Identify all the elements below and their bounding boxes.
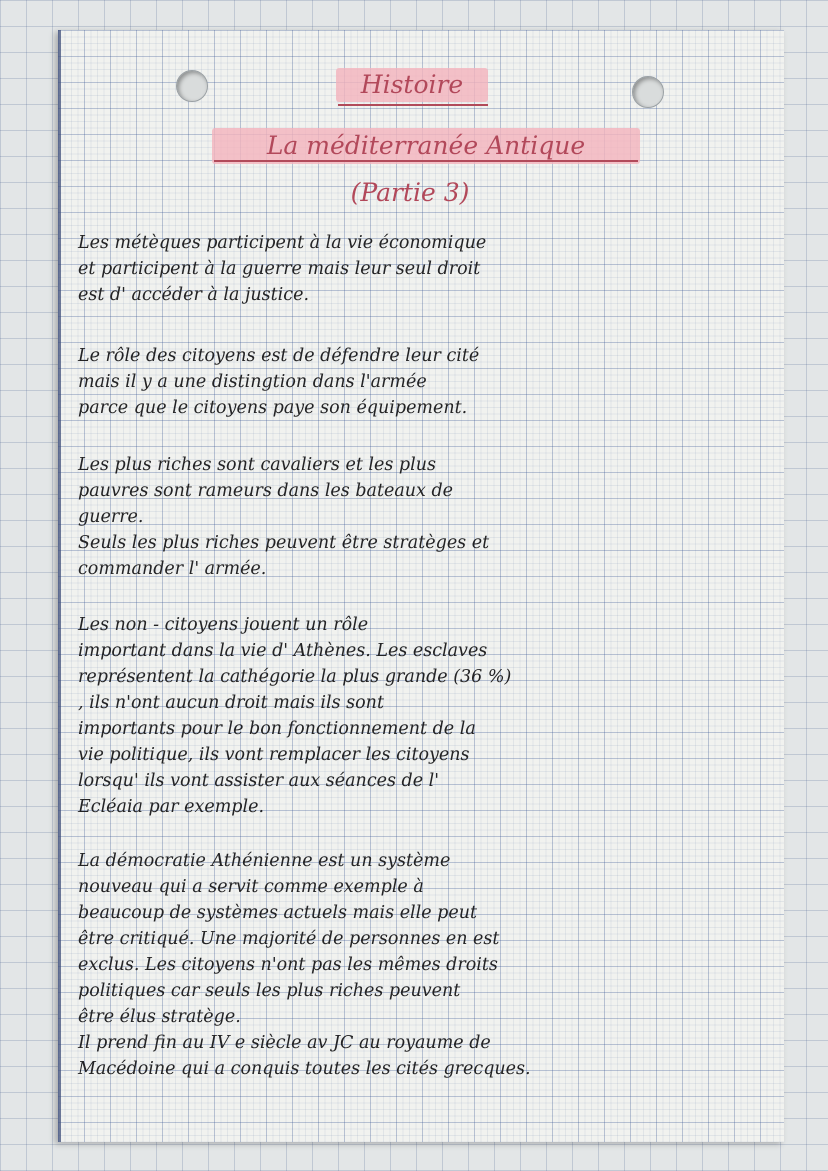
- punch-hole-left: [176, 70, 208, 102]
- paragraph-5: [78, 848, 768, 1082]
- text-line: Les plus riches sont cavaliers et les plus: [78, 455, 436, 475]
- text-line: parce que le citoyens paye son équipement.: [78, 398, 468, 418]
- text-line: , ils n'ont aucun droit mais ils sont: [78, 693, 384, 713]
- text-line: nouveau qui a servit comme exemple à: [78, 877, 424, 897]
- subject-title: Histoire: [360, 70, 464, 99]
- text-line: Le rôle des citoyens est de défendre leur cité: [78, 346, 480, 366]
- margin-line: [58, 30, 61, 1142]
- text-line: Il prend fin au IV e siècle av JC au royaume de: [78, 1033, 491, 1053]
- text-line: beaucoup de systèmes actuels mais elle peut: [78, 903, 478, 923]
- paragraph-1: [78, 230, 768, 308]
- text-line: être critiqué. Une majorité de personnes en est: [78, 929, 500, 949]
- text-line: guerre.: [78, 507, 144, 527]
- text-line: important dans la vie d' Athènes. Les esclaves: [78, 641, 488, 661]
- paragraph-4: [78, 612, 768, 820]
- text-line: Les métèques participent à la vie économique: [78, 233, 487, 253]
- text-line: La démocratie Athénienne est un système: [78, 851, 451, 871]
- part-label: (Partie 3): [350, 178, 470, 207]
- paragraph-3: [78, 452, 768, 582]
- text-line: exclus. Les citoyens n'ont pas les mêmes droits: [78, 955, 498, 975]
- subject-underline: [338, 104, 488, 106]
- text-line: Les non - citoyens jouent un rôle: [78, 615, 369, 635]
- text-line: lorsqu' ils vont assister aux séances de l': [78, 771, 440, 791]
- text-line: pauvres sont rameurs dans les bateaux de: [78, 481, 454, 501]
- text-line: commander l' armée.: [78, 559, 267, 579]
- paragraph-2: [78, 343, 768, 421]
- page-title: La méditerranée Antique: [266, 131, 586, 160]
- title-underline: [214, 160, 638, 162]
- text-line: Ecléaia par exemple.: [78, 797, 265, 817]
- text-line: est d' accéder à la justice.: [78, 285, 310, 305]
- text-line: Macédoine qui a conquis toutes les cités grecques.: [78, 1059, 531, 1079]
- text-line: vie politique, ils vont remplacer les citoyens: [78, 745, 470, 765]
- text-line: représentent la cathégorie la plus grande (36 %): [78, 667, 512, 687]
- text-line: être élus stratège.: [78, 1007, 241, 1027]
- text-line: Seuls les plus riches peuvent être stratèges et: [78, 533, 490, 553]
- punch-hole-right: [632, 76, 664, 108]
- text-line: importants pour le bon fonctionnement de la: [78, 719, 476, 739]
- text-line: et participent à la guerre mais leur seul droit: [78, 259, 481, 279]
- text-line: mais il y a une distingtion dans l'armée: [78, 372, 427, 392]
- text-line: politiques car seuls les plus riches peuvent: [78, 981, 461, 1001]
